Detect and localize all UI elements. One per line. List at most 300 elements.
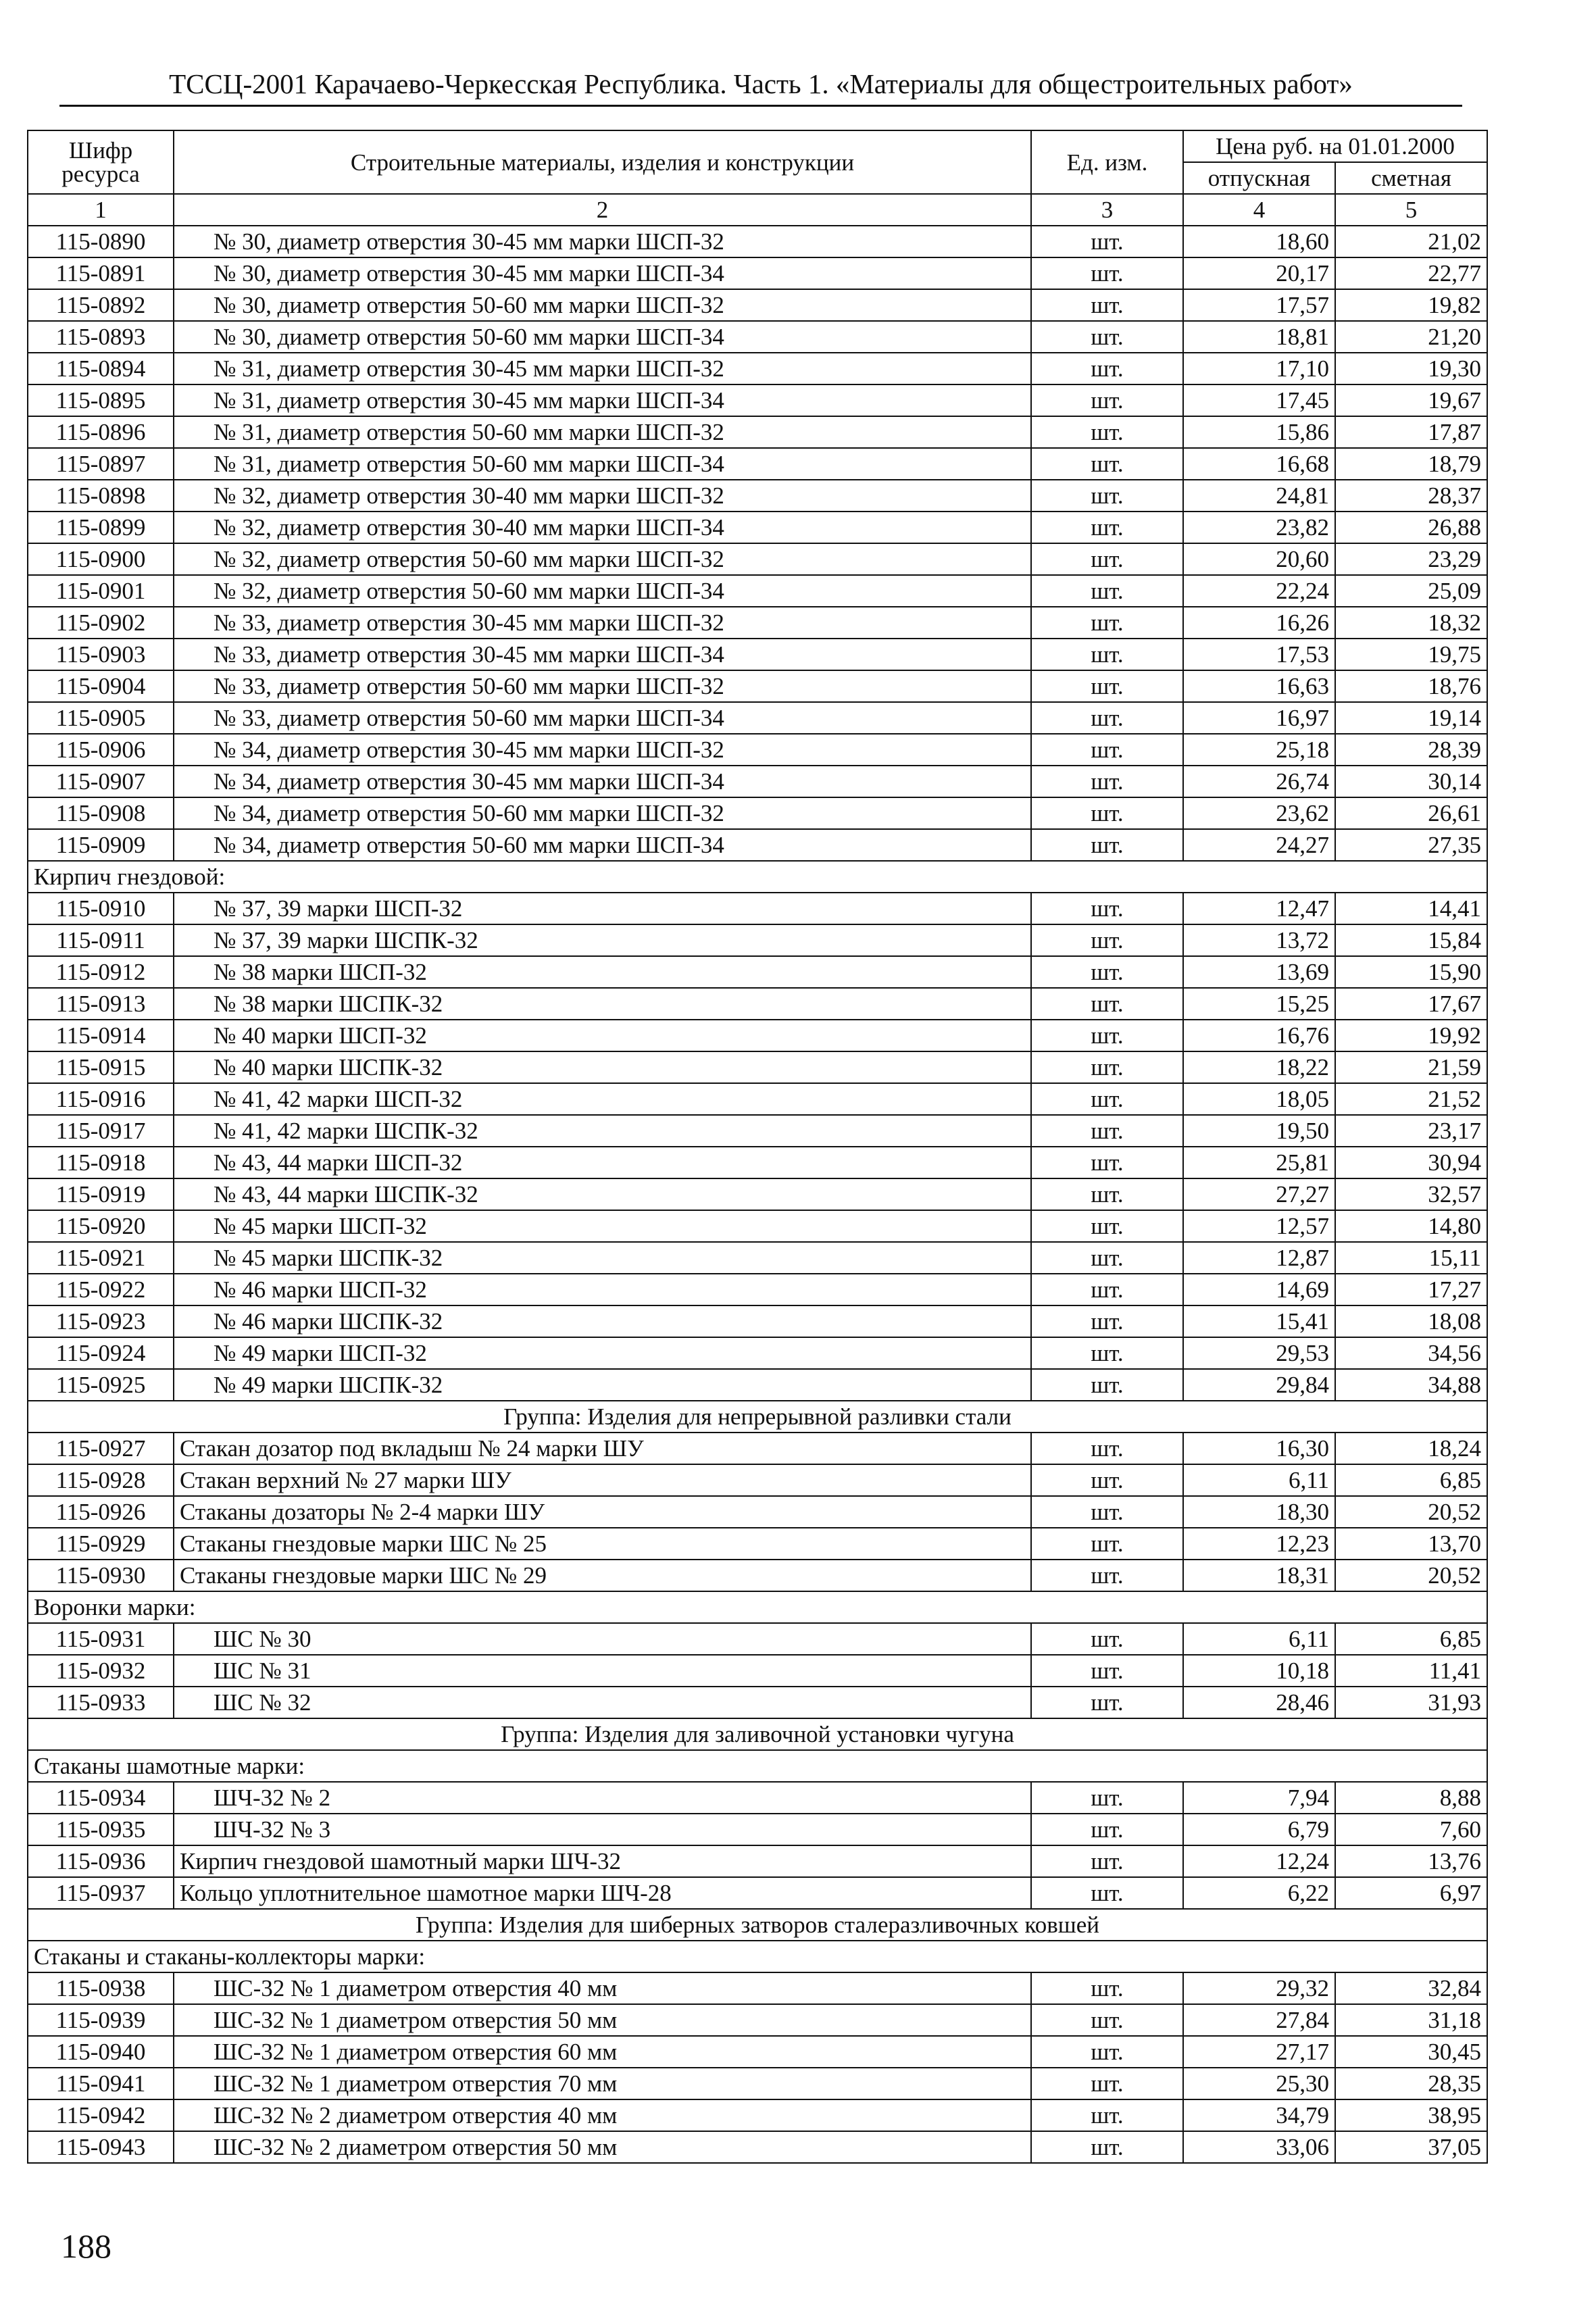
estimate-price: 13,76 bbox=[1335, 1845, 1487, 1877]
item-name: Стаканы гнездовые марки ШС № 25 bbox=[174, 1528, 1031, 1560]
estimate-price: 32,57 bbox=[1335, 1178, 1487, 1210]
resource-code: 115-0897 bbox=[28, 448, 174, 480]
item-name: № 46 марки ШСП-32 bbox=[174, 1274, 1031, 1305]
unit: шт. bbox=[1031, 766, 1183, 797]
item-name: № 41, 42 марки ШСП-32 bbox=[174, 1083, 1031, 1115]
unit: шт. bbox=[1031, 353, 1183, 384]
resource-code: 115-0913 bbox=[28, 988, 174, 1020]
release-price: 24,81 bbox=[1183, 480, 1335, 512]
unit: шт. bbox=[1031, 416, 1183, 448]
release-price: 12,23 bbox=[1183, 1528, 1335, 1560]
item-name: № 34, диаметр отверстия 50-60 мм марки ШСП-34 bbox=[174, 829, 1031, 861]
release-price: 15,86 bbox=[1183, 416, 1335, 448]
estimate-price: 6,85 bbox=[1335, 1464, 1487, 1496]
item-name: № 32, диаметр отверстия 30-40 мм марки ШСП-34 bbox=[174, 512, 1031, 543]
table-row bbox=[28, 1972, 1487, 2004]
estimate-price: 8,88 bbox=[1335, 1782, 1487, 1814]
resource-code: 115-0924 bbox=[28, 1337, 174, 1369]
table-row bbox=[28, 1655, 1487, 1687]
item-name: № 40 марки ШСПК-32 bbox=[174, 1051, 1031, 1083]
release-price: 28,46 bbox=[1183, 1687, 1335, 1718]
table-row bbox=[28, 289, 1487, 321]
table-row bbox=[28, 797, 1487, 829]
unit: шт. bbox=[1031, 1623, 1183, 1655]
column-number-4: 4 bbox=[1183, 194, 1335, 226]
unit: шт. bbox=[1031, 480, 1183, 512]
item-name: № 46 марки ШСПК-32 bbox=[174, 1305, 1031, 1337]
item-name: ШС № 30 bbox=[174, 1623, 1031, 1655]
table-row bbox=[28, 2036, 1487, 2068]
resource-code: 115-0912 bbox=[28, 956, 174, 988]
table-row bbox=[28, 1337, 1487, 1369]
unit: шт. bbox=[1031, 1369, 1183, 1401]
resource-code: 115-0936 bbox=[28, 1845, 174, 1877]
unit: шт. bbox=[1031, 607, 1183, 639]
estimate-price: 18,24 bbox=[1335, 1433, 1487, 1464]
resource-code: 115-0941 bbox=[28, 2068, 174, 2099]
table-row bbox=[28, 1115, 1487, 1147]
item-name: № 38 марки ШСПК-32 bbox=[174, 988, 1031, 1020]
resource-code: 115-0890 bbox=[28, 226, 174, 257]
item-name: ШС-32 № 1 диаметром отверстия 60 мм bbox=[174, 2036, 1031, 2068]
resource-code: 115-0907 bbox=[28, 766, 174, 797]
resource-code: 115-0922 bbox=[28, 1274, 174, 1305]
release-price: 15,25 bbox=[1183, 988, 1335, 1020]
table-row bbox=[28, 1020, 1487, 1051]
item-name: ШС № 32 bbox=[174, 1687, 1031, 1718]
unit: шт. bbox=[1031, 543, 1183, 575]
unit: шт. bbox=[1031, 1305, 1183, 1337]
column-header-price: Цена руб. на 01.01.2000 bbox=[1183, 130, 1487, 162]
unit: шт. bbox=[1031, 893, 1183, 924]
release-price: 26,74 bbox=[1183, 766, 1335, 797]
table-row bbox=[28, 1178, 1487, 1210]
resource-code: 115-0911 bbox=[28, 924, 174, 956]
release-price: 29,32 bbox=[1183, 1972, 1335, 2004]
table-row bbox=[28, 512, 1487, 543]
table-row bbox=[28, 543, 1487, 575]
resource-code: 115-0895 bbox=[28, 384, 174, 416]
table-row bbox=[28, 1687, 1487, 1718]
item-name: № 31, диаметр отверстия 30-45 мм марки ШСП-34 bbox=[174, 384, 1031, 416]
unit: шт. bbox=[1031, 1560, 1183, 1591]
release-price: 29,53 bbox=[1183, 1337, 1335, 1369]
item-name: Стакан верхний № 27 марки ШУ bbox=[174, 1464, 1031, 1496]
estimate-price: 37,05 bbox=[1335, 2131, 1487, 2163]
unit: шт. bbox=[1031, 988, 1183, 1020]
resource-code: 115-0933 bbox=[28, 1687, 174, 1718]
release-price: 18,22 bbox=[1183, 1051, 1335, 1083]
estimate-price: 15,90 bbox=[1335, 956, 1487, 988]
table-row bbox=[28, 1083, 1487, 1115]
estimate-price: 22,77 bbox=[1335, 257, 1487, 289]
estimate-price: 34,88 bbox=[1335, 1369, 1487, 1401]
release-price: 23,62 bbox=[1183, 797, 1335, 829]
unit: шт. bbox=[1031, 512, 1183, 543]
item-name: Кольцо уплотнительное шамотное марки ШЧ-28 bbox=[174, 1877, 1031, 1909]
estimate-price: 18,79 bbox=[1335, 448, 1487, 480]
release-price: 18,30 bbox=[1183, 1496, 1335, 1528]
item-name: № 49 марки ШСП-32 bbox=[174, 1337, 1031, 1369]
item-name: № 38 марки ШСП-32 bbox=[174, 956, 1031, 988]
subgroup-title: Стаканы шамотные марки: bbox=[28, 1750, 1487, 1782]
resource-code: 115-0929 bbox=[28, 1528, 174, 1560]
release-price: 18,05 bbox=[1183, 1083, 1335, 1115]
estimate-price: 18,76 bbox=[1335, 670, 1487, 702]
estimate-price: 17,67 bbox=[1335, 988, 1487, 1020]
item-name: № 40 марки ШСП-32 bbox=[174, 1020, 1031, 1051]
unit: шт. bbox=[1031, 1687, 1183, 1718]
item-name: № 34, диаметр отверстия 30-45 мм марки ШСП-32 bbox=[174, 734, 1031, 766]
item-name: Стаканы дозаторы № 2-4 марки ШУ bbox=[174, 1496, 1031, 1528]
estimate-price: 7,60 bbox=[1335, 1814, 1487, 1845]
table-row bbox=[28, 2004, 1487, 2036]
table-row bbox=[28, 2131, 1487, 2163]
resource-code: 115-0940 bbox=[28, 2036, 174, 2068]
unit: шт. bbox=[1031, 575, 1183, 607]
item-name: Стакан дозатор под вкладыш № 24 марки ШУ bbox=[174, 1433, 1031, 1464]
release-price: 16,26 bbox=[1183, 607, 1335, 639]
unit: шт. bbox=[1031, 1433, 1183, 1464]
estimate-price: 14,41 bbox=[1335, 893, 1487, 924]
estimate-price: 23,29 bbox=[1335, 543, 1487, 575]
release-price: 27,17 bbox=[1183, 2036, 1335, 2068]
resource-code: 115-0925 bbox=[28, 1369, 174, 1401]
resource-code: 115-0937 bbox=[28, 1877, 174, 1909]
estimate-price: 18,32 bbox=[1335, 607, 1487, 639]
table-row bbox=[28, 1496, 1487, 1528]
estimate-price: 32,84 bbox=[1335, 1972, 1487, 2004]
table-row bbox=[28, 384, 1487, 416]
release-price: 25,81 bbox=[1183, 1147, 1335, 1178]
estimate-price: 27,35 bbox=[1335, 829, 1487, 861]
estimate-price: 6,97 bbox=[1335, 1877, 1487, 1909]
table-row bbox=[28, 1782, 1487, 1814]
item-name: № 32, диаметр отверстия 50-60 мм марки ШСП-34 bbox=[174, 575, 1031, 607]
resource-code: 115-0903 bbox=[28, 639, 174, 670]
release-price: 14,69 bbox=[1183, 1274, 1335, 1305]
resource-code: 115-0908 bbox=[28, 797, 174, 829]
release-price: 17,45 bbox=[1183, 384, 1335, 416]
resource-code: 115-0891 bbox=[28, 257, 174, 289]
item-name: № 37, 39 марки ШСПК-32 bbox=[174, 924, 1031, 956]
unit: шт. bbox=[1031, 1083, 1183, 1115]
release-price: 27,84 bbox=[1183, 2004, 1335, 2036]
table-row bbox=[28, 829, 1487, 861]
unit: шт. bbox=[1031, 734, 1183, 766]
release-price: 6,79 bbox=[1183, 1814, 1335, 1845]
estimate-price: 23,17 bbox=[1335, 1115, 1487, 1147]
estimate-price: 26,61 bbox=[1335, 797, 1487, 829]
header-rule bbox=[59, 105, 1462, 107]
table-row bbox=[28, 1433, 1487, 1464]
release-price: 12,47 bbox=[1183, 893, 1335, 924]
table-row bbox=[28, 416, 1487, 448]
unit: шт. bbox=[1031, 1115, 1183, 1147]
item-name: ШЧ-32 № 2 bbox=[174, 1782, 1031, 1814]
unit: шт. bbox=[1031, 956, 1183, 988]
release-price: 6,22 bbox=[1183, 1877, 1335, 1909]
table-row bbox=[28, 639, 1487, 670]
release-price: 13,69 bbox=[1183, 956, 1335, 988]
group-row bbox=[28, 1401, 1487, 1433]
release-price: 17,57 bbox=[1183, 289, 1335, 321]
release-price: 6,11 bbox=[1183, 1464, 1335, 1496]
release-price: 12,57 bbox=[1183, 1210, 1335, 1242]
column-header-estimate-price: сметная bbox=[1335, 162, 1487, 194]
resource-code: 115-0934 bbox=[28, 1782, 174, 1814]
table-row bbox=[28, 1051, 1487, 1083]
estimate-price: 20,52 bbox=[1335, 1496, 1487, 1528]
release-price: 12,87 bbox=[1183, 1242, 1335, 1274]
item-name: ШС № 31 bbox=[174, 1655, 1031, 1687]
item-name: № 32, диаметр отверстия 50-60 мм марки ШСП-32 bbox=[174, 543, 1031, 575]
table-row bbox=[28, 575, 1487, 607]
estimate-price: 19,82 bbox=[1335, 289, 1487, 321]
table-body bbox=[28, 226, 1487, 2163]
unit: шт. bbox=[1031, 1845, 1183, 1877]
table-row bbox=[28, 1845, 1487, 1877]
table-row bbox=[28, 448, 1487, 480]
table-row bbox=[28, 321, 1487, 353]
release-price: 27,27 bbox=[1183, 1178, 1335, 1210]
item-name: ШЧ-32 № 3 bbox=[174, 1814, 1031, 1845]
unit: шт. bbox=[1031, 2068, 1183, 2099]
page-number: 188 bbox=[61, 2227, 111, 2265]
column-number-3: 3 bbox=[1031, 194, 1183, 226]
table-row bbox=[28, 353, 1487, 384]
table-row bbox=[28, 2068, 1487, 2099]
column-number-5: 5 bbox=[1335, 194, 1487, 226]
column-number-1: 1 bbox=[28, 194, 174, 226]
table-row bbox=[28, 1464, 1487, 1496]
item-name: № 33, диаметр отверстия 50-60 мм марки ШСП-34 bbox=[174, 702, 1031, 734]
unit: шт. bbox=[1031, 1210, 1183, 1242]
table-row bbox=[28, 1623, 1487, 1655]
estimate-price: 19,75 bbox=[1335, 639, 1487, 670]
estimate-price: 21,52 bbox=[1335, 1083, 1487, 1115]
resource-code: 115-0909 bbox=[28, 829, 174, 861]
item-name: Стаканы гнездовые марки ШС № 29 bbox=[174, 1560, 1031, 1591]
estimate-price: 11,41 bbox=[1335, 1655, 1487, 1687]
item-name: ШС-32 № 1 диаметром отверстия 40 мм bbox=[174, 1972, 1031, 2004]
item-name: № 32, диаметр отверстия 30-40 мм марки ШСП-32 bbox=[174, 480, 1031, 512]
estimate-price: 15,84 bbox=[1335, 924, 1487, 956]
resource-code: 115-0915 bbox=[28, 1051, 174, 1083]
unit: шт. bbox=[1031, 289, 1183, 321]
resource-code: 115-0894 bbox=[28, 353, 174, 384]
unit: шт. bbox=[1031, 384, 1183, 416]
estimate-price: 21,02 bbox=[1335, 226, 1487, 257]
release-price: 16,68 bbox=[1183, 448, 1335, 480]
unit: шт. bbox=[1031, 226, 1183, 257]
release-price: 25,18 bbox=[1183, 734, 1335, 766]
table-row bbox=[28, 1305, 1487, 1337]
unit: шт. bbox=[1031, 1782, 1183, 1814]
resource-code: 115-0927 bbox=[28, 1433, 174, 1464]
item-name: Кирпич гнездовой шамотный марки ШЧ-32 bbox=[174, 1845, 1031, 1877]
unit: шт. bbox=[1031, 702, 1183, 734]
estimate-price: 15,11 bbox=[1335, 1242, 1487, 1274]
resource-code: 115-0918 bbox=[28, 1147, 174, 1178]
item-name: № 31, диаметр отверстия 30-45 мм марки ШСП-32 bbox=[174, 353, 1031, 384]
release-price: 7,94 bbox=[1183, 1782, 1335, 1814]
resource-code: 115-0899 bbox=[28, 512, 174, 543]
item-name: № 43, 44 марки ШСП-32 bbox=[174, 1147, 1031, 1178]
table-row bbox=[28, 1147, 1487, 1178]
resource-code: 115-0917 bbox=[28, 1115, 174, 1147]
unit: шт. bbox=[1031, 639, 1183, 670]
resource-code: 115-0905 bbox=[28, 702, 174, 734]
table-row bbox=[28, 1210, 1487, 1242]
resource-code: 115-0930 bbox=[28, 1560, 174, 1591]
estimate-price: 18,08 bbox=[1335, 1305, 1487, 1337]
resource-code: 115-0923 bbox=[28, 1305, 174, 1337]
table-row bbox=[28, 988, 1487, 1020]
estimate-price: 26,88 bbox=[1335, 512, 1487, 543]
release-price: 10,18 bbox=[1183, 1655, 1335, 1687]
release-price: 20,17 bbox=[1183, 257, 1335, 289]
release-price: 17,53 bbox=[1183, 639, 1335, 670]
item-name: ШС-32 № 2 диаметром отверстия 50 мм bbox=[174, 2131, 1031, 2163]
release-price: 16,63 bbox=[1183, 670, 1335, 702]
table-row bbox=[28, 893, 1487, 924]
estimate-price: 31,18 bbox=[1335, 2004, 1487, 2036]
unit: шт. bbox=[1031, 2004, 1183, 2036]
estimate-price: 21,20 bbox=[1335, 321, 1487, 353]
unit: шт. bbox=[1031, 1020, 1183, 1051]
resource-code: 115-0932 bbox=[28, 1655, 174, 1687]
table-row bbox=[28, 1877, 1487, 1909]
estimate-price: 31,93 bbox=[1335, 1687, 1487, 1718]
subgroup-row bbox=[28, 861, 1487, 893]
resource-code: 115-0921 bbox=[28, 1242, 174, 1274]
unit: шт. bbox=[1031, 448, 1183, 480]
item-name: № 33, диаметр отверстия 30-45 мм марки ШСП-32 bbox=[174, 607, 1031, 639]
item-name: ШС-32 № 2 диаметром отверстия 40 мм bbox=[174, 2099, 1031, 2131]
unit: шт. bbox=[1031, 1814, 1183, 1845]
item-name: ШС-32 № 1 диаметром отверстия 70 мм bbox=[174, 2068, 1031, 2099]
table-row bbox=[28, 924, 1487, 956]
unit: шт. bbox=[1031, 2099, 1183, 2131]
table-row bbox=[28, 1814, 1487, 1845]
release-price: 29,84 bbox=[1183, 1369, 1335, 1401]
estimate-price: 30,94 bbox=[1335, 1147, 1487, 1178]
estimate-price: 20,52 bbox=[1335, 1560, 1487, 1591]
item-name: № 43, 44 марки ШСПК-32 bbox=[174, 1178, 1031, 1210]
release-price: 20,60 bbox=[1183, 543, 1335, 575]
table-row bbox=[28, 702, 1487, 734]
estimate-price: 17,87 bbox=[1335, 416, 1487, 448]
table-row bbox=[28, 607, 1487, 639]
unit: шт. bbox=[1031, 1528, 1183, 1560]
unit: шт. bbox=[1031, 1274, 1183, 1305]
unit: шт. bbox=[1031, 257, 1183, 289]
price-table bbox=[27, 130, 1488, 2164]
resource-code: 115-0939 bbox=[28, 2004, 174, 2036]
release-price: 23,82 bbox=[1183, 512, 1335, 543]
table-row bbox=[28, 1560, 1487, 1591]
item-name: № 31, диаметр отверстия 50-60 мм марки ШСП-32 bbox=[174, 416, 1031, 448]
estimate-price: 13,70 bbox=[1335, 1528, 1487, 1560]
release-price: 18,60 bbox=[1183, 226, 1335, 257]
estimate-price: 19,67 bbox=[1335, 384, 1487, 416]
unit: шт. bbox=[1031, 1147, 1183, 1178]
column-header-name: Строительные материалы, изделия и конструкции bbox=[174, 130, 1031, 194]
release-price: 34,79 bbox=[1183, 2099, 1335, 2131]
column-header-release-price: отпускная bbox=[1183, 162, 1335, 194]
table-row bbox=[28, 1274, 1487, 1305]
resource-code: 115-0902 bbox=[28, 607, 174, 639]
resource-code: 115-0942 bbox=[28, 2099, 174, 2131]
estimate-price: 6,85 bbox=[1335, 1623, 1487, 1655]
release-price: 16,76 bbox=[1183, 1020, 1335, 1051]
estimate-price: 34,56 bbox=[1335, 1337, 1487, 1369]
item-name: № 31, диаметр отверстия 50-60 мм марки ШСП-34 bbox=[174, 448, 1031, 480]
unit: шт. bbox=[1031, 2131, 1183, 2163]
resource-code: 115-0906 bbox=[28, 734, 174, 766]
estimate-price: 19,92 bbox=[1335, 1020, 1487, 1051]
table-row bbox=[28, 257, 1487, 289]
estimate-price: 14,80 bbox=[1335, 1210, 1487, 1242]
estimate-price: 38,95 bbox=[1335, 2099, 1487, 2131]
resource-code: 115-0914 bbox=[28, 1020, 174, 1051]
estimate-price: 21,59 bbox=[1335, 1051, 1487, 1083]
release-price: 17,10 bbox=[1183, 353, 1335, 384]
release-price: 12,24 bbox=[1183, 1845, 1335, 1877]
resource-code: 115-0943 bbox=[28, 2131, 174, 2163]
resource-code: 115-0896 bbox=[28, 416, 174, 448]
item-name: № 49 марки ШСПК-32 bbox=[174, 1369, 1031, 1401]
release-price: 18,81 bbox=[1183, 321, 1335, 353]
resource-code: 115-0920 bbox=[28, 1210, 174, 1242]
release-price: 18,31 bbox=[1183, 1560, 1335, 1591]
group-title: Группа: Изделия для заливочной установки чугуна bbox=[28, 1718, 1487, 1750]
estimate-price: 25,09 bbox=[1335, 575, 1487, 607]
subgroup-row bbox=[28, 1591, 1487, 1623]
release-price: 19,50 bbox=[1183, 1115, 1335, 1147]
resource-code: 115-0910 bbox=[28, 893, 174, 924]
estimate-price: 28,35 bbox=[1335, 2068, 1487, 2099]
resource-code: 115-0928 bbox=[28, 1464, 174, 1496]
resource-code: 115-0901 bbox=[28, 575, 174, 607]
table-row bbox=[28, 1528, 1487, 1560]
resource-code: 115-0931 bbox=[28, 1623, 174, 1655]
subgroup-row bbox=[28, 1750, 1487, 1782]
resource-code: 115-0892 bbox=[28, 289, 174, 321]
page-header: ТССЦ-2001 Карачаево-Черкесская Республика. Часть 1. «Материалы для общестроительных работ» bbox=[169, 68, 1353, 99]
resource-code: 115-0916 bbox=[28, 1083, 174, 1115]
unit: шт. bbox=[1031, 670, 1183, 702]
subgroup-title: Кирпич гнездовой: bbox=[28, 861, 1487, 893]
table-row bbox=[28, 766, 1487, 797]
group-title: Группа: Изделия для непрерывной разливки стали bbox=[28, 1401, 1487, 1433]
unit: шт. bbox=[1031, 1655, 1183, 1687]
resource-code: 115-0935 bbox=[28, 1814, 174, 1845]
item-name: № 41, 42 марки ШСПК-32 bbox=[174, 1115, 1031, 1147]
subgroup-title: Стаканы и стаканы-коллекторы марки: bbox=[28, 1941, 1487, 1972]
resource-code: 115-0919 bbox=[28, 1178, 174, 1210]
unit: шт. bbox=[1031, 1496, 1183, 1528]
table-row bbox=[28, 226, 1487, 257]
release-price: 15,41 bbox=[1183, 1305, 1335, 1337]
table-row bbox=[28, 734, 1487, 766]
unit: шт. bbox=[1031, 829, 1183, 861]
item-name: № 45 марки ШСП-32 bbox=[174, 1210, 1031, 1242]
table-row bbox=[28, 670, 1487, 702]
item-name: № 30, диаметр отверстия 30-45 мм марки ШСП-32 bbox=[174, 226, 1031, 257]
table-row bbox=[28, 1369, 1487, 1401]
